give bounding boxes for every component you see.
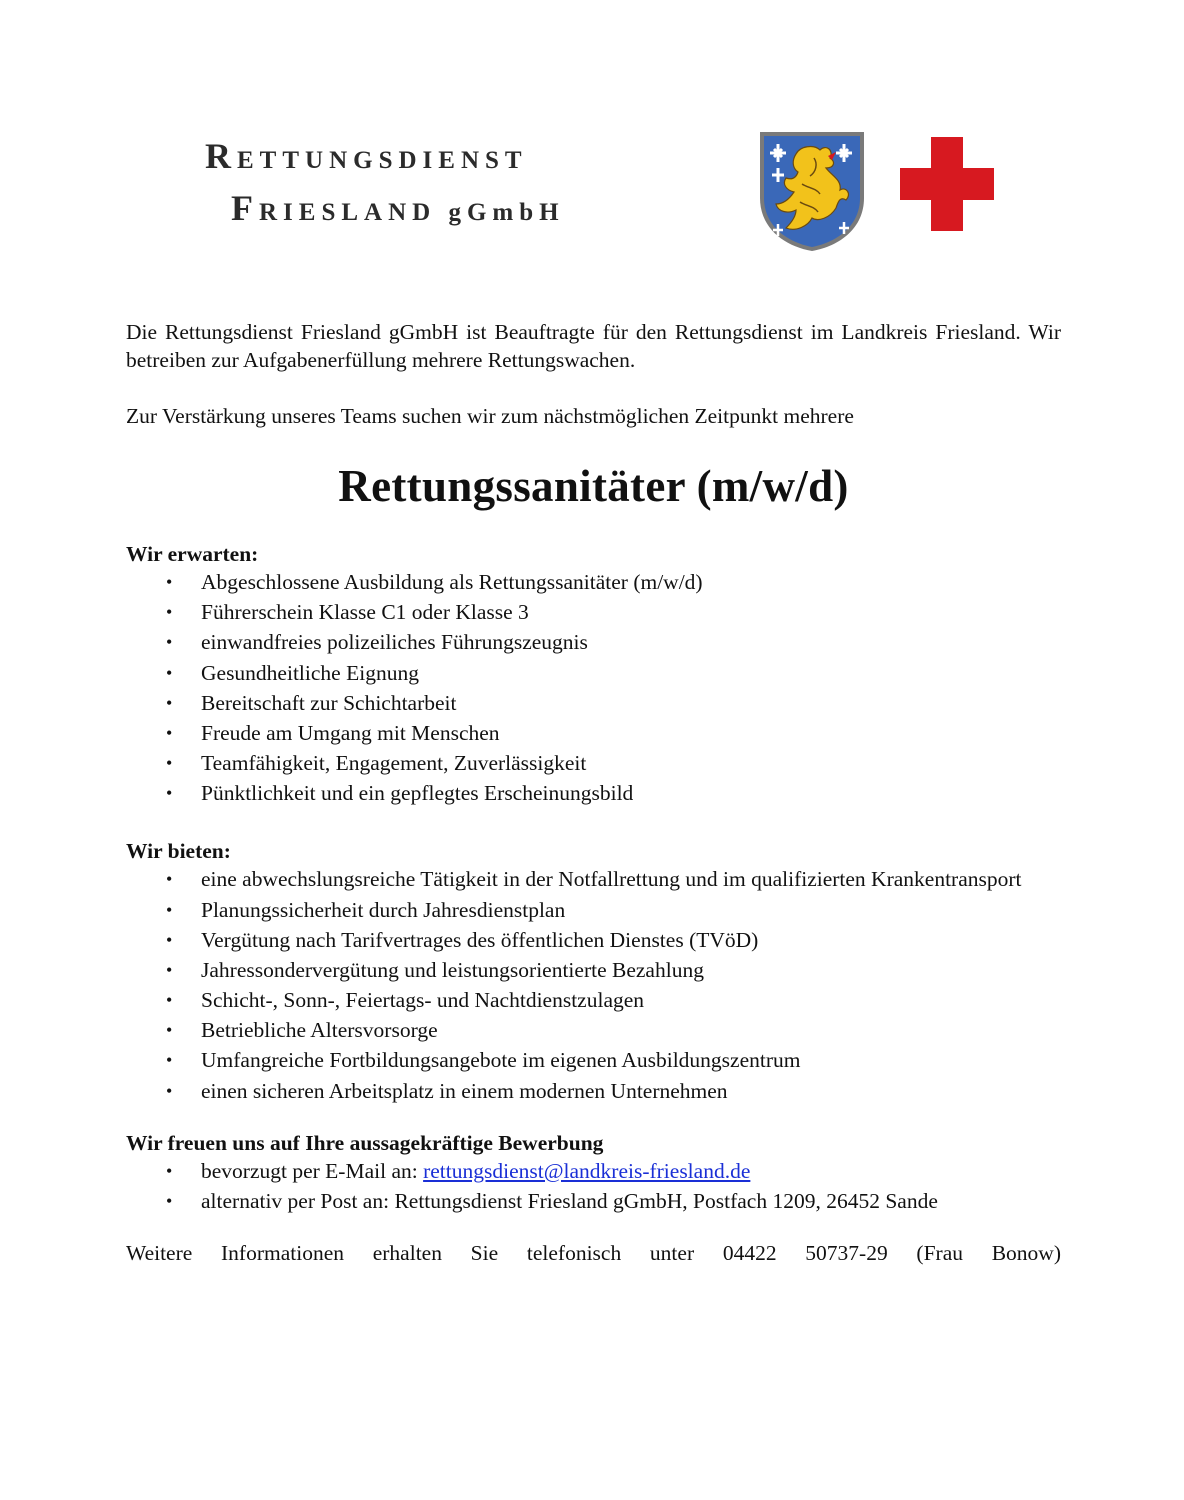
list-item: • Schicht-, Sonn-, Feiertags- und Nachtdienstzulagen: [166, 988, 645, 1013]
email-link[interactable]: rettungsdienst@landkreis-friesland.de: [423, 1158, 751, 1183]
bullet-icon: •: [166, 783, 173, 804]
intro-search-paragraph: Zur Verstärkung unseres Teams suchen wir zum nächstmöglichen Zeitpunkt mehrere: [126, 404, 854, 428]
requirements-heading: Wir erwarten:: [126, 542, 259, 566]
list-item: • Teamfähigkeit, Engagement, Zuverlässigkeit: [166, 751, 587, 776]
bullet-icon: •: [166, 753, 173, 774]
bullet-icon: •: [166, 722, 173, 743]
bullet-icon: •: [166, 602, 173, 623]
coat-of-arms-icon: [756, 128, 868, 254]
contact-info: Weitere Informationen erhalten Sie telefonisch unter 04422 50737-29 (Frau Bonow): [126, 1240, 1061, 1265]
bullet-icon: •: [166, 1080, 173, 1101]
list-item: • eine abwechslungsreiche Tätigkeit in der Notfallrettung und im qualifizierten Krankentransport: [166, 867, 1022, 892]
bullet-icon: •: [166, 1190, 173, 1211]
list-item: • Freude am Umgang mit Menschen: [166, 720, 500, 745]
bullet-icon: •: [166, 899, 173, 920]
bullet-icon: •: [166, 572, 173, 592]
bullet-icon: •: [166, 632, 173, 653]
bullet-icon: •: [166, 662, 173, 683]
list-item: • Bereitschaft zur Schichtarbeit: [166, 690, 457, 715]
list-item: • Pünktlichkeit und ein gepflegtes Erscheinungsbild: [166, 781, 634, 806]
list-item: • einen sicheren Arbeitsplatz in einem modernen Unternehmen: [166, 1078, 728, 1103]
list-item: • Umfangreiche Fortbildungsangebote im eigenen Ausbildungszentrum: [166, 1048, 801, 1073]
bullet-icon: •: [166, 1160, 173, 1181]
intro-paragraph: Die Rettungsdienst Friesland gGmbH ist Beauftragte für den Rettungsdienst im Landkreis Friesland. Wir betreiben zur Aufgabenerfüllung mehrere Rettungswachen.: [126, 320, 1061, 372]
list-item: • Betriebliche Altersvorsorge: [166, 1018, 438, 1043]
list-item: • einwandfreies polizeiliches Führungszeugnis: [166, 630, 588, 655]
list-item: • Vergütung nach Tarifvertrages des öffentlichen Dienstes (TVöD): [166, 927, 759, 952]
bullet-icon: •: [166, 929, 173, 950]
bullet-icon: •: [166, 990, 173, 1011]
bullet-icon: •: [166, 1020, 173, 1041]
organization-name-line1: RETTUNGSDIENST: [205, 136, 528, 176]
list-item: • Abgeschlossene Ausbildung als Rettungssanitäter (m/w/d): [166, 570, 703, 594]
bullet-icon: •: [166, 959, 173, 980]
list-item: • alternativ per Post an: Rettungsdienst Friesland gGmbH, Postfach 1209, 26452 Sande: [166, 1188, 938, 1213]
organization-name-line2: FRIESLAND gGmbH: [231, 188, 565, 228]
application-heading: Wir freuen uns auf Ihre aussagekräftige Bewerbung: [126, 1130, 604, 1155]
job-posting-body: [126, 318, 1061, 1267]
bullet-icon: •: [166, 1050, 173, 1071]
list-item: • bevorzugt per E-Mail an: rettungsdienst@landkreis-friesland.de: [166, 1158, 751, 1183]
list-item: • Planungssicherheit durch Jahresdienstplan: [166, 897, 566, 922]
organization-name: [205, 138, 565, 226]
application-list: [126, 1157, 1061, 1215]
list-item: • Führerschein Klasse C1 oder Klasse 3: [166, 600, 529, 625]
red-cross-icon: [900, 137, 994, 231]
requirements-list: [126, 568, 1061, 807]
job-title: Rettungssanitäter (m/w/d): [338, 461, 849, 511]
list-item: • Jahressondervergütung und leistungsorientierte Bezahlung: [166, 957, 704, 982]
benefits-heading: Wir bieten:: [126, 839, 231, 864]
bullet-icon: •: [166, 869, 173, 890]
bullet-icon: •: [166, 692, 173, 713]
benefits-list: [126, 865, 1061, 1104]
list-item: • Gesundheitliche Eignung: [166, 660, 419, 685]
